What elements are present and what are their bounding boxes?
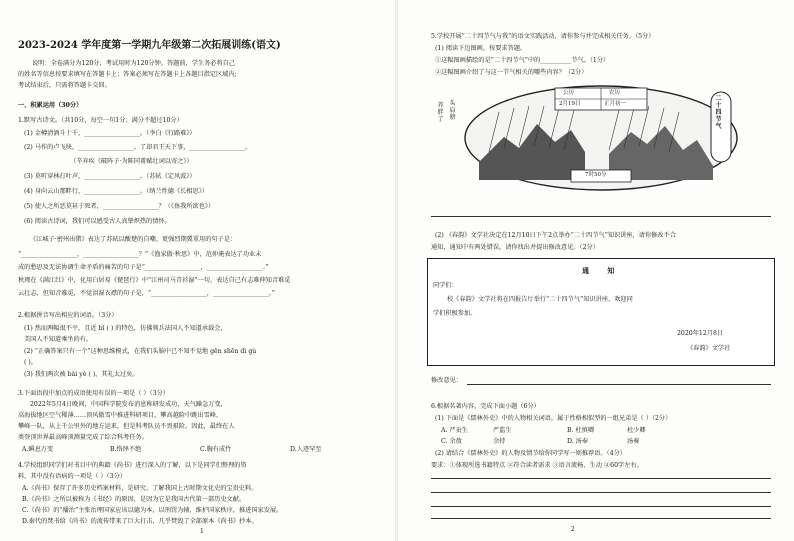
q5-sub2: (2) 《春韵》文学社决定在12月10日下午2点举办“二十四节气”知识讲座，请你修改不合	[435, 232, 676, 239]
q4-stem: 4.学校组织同学们对书目中的典籍《尚书》进行深入的了解，以下是同学们整理的资	[18, 462, 247, 469]
q5-sub1: (1) 阅读下边图画，按要求答题。	[435, 45, 527, 52]
q6-sub2: (2) 请结合《儒林外史》的人物及情节给你同学写一则推荐语。（4分）	[435, 450, 627, 457]
q5-sub1b: ②这幅图画介绍了与这一节气相关的哪些内容？（2分）	[435, 69, 588, 76]
q6-stem: 6.根据名著内容，完成下面小题（6分）	[431, 403, 540, 410]
q6-option-b: B. 杜慎卿	[567, 427, 595, 434]
notice-greeting: 同学们：	[433, 282, 458, 289]
illus-cartouche-text: 二十四节气	[715, 95, 722, 130]
page-number-2: 2	[571, 526, 575, 533]
q5-sub1a: ①这幅图画描绘的是“二十四节气”中的__________节气。（1分）	[435, 57, 610, 64]
q3-stem: 3.下面语段中加点的成语使用有误的一项是（ ）（3分）	[18, 390, 170, 397]
q1-line-10: 成的愁思及无法协调生命矛盾的痛苦的句子是“__________________，__________________。”	[18, 264, 269, 271]
notice-date: 2020年12月8日	[677, 330, 724, 337]
q3-line-3: 攀峰一队，从上千公里外的地方运来，但是科考队员不畏艰险。因此，最终在人	[18, 423, 235, 430]
q6-option-c: C. 余敖	[441, 438, 462, 445]
answer-line-3	[431, 492, 771, 493]
revise-label: 修改意见：	[431, 377, 462, 384]
q1-line-12: 云壮志，但知音难觅，不觉泪湿衣襟的句子是，“__________________，__________________。”	[18, 290, 275, 297]
instruction-line-2: 的姓名等信息按要求填写在答题卡上；答案必须写在答题卡上各题目指定区域内;	[18, 71, 237, 78]
q2-line-5: (3) 我们两次被 bài yè ( )，其礼太过矣。	[24, 371, 139, 378]
q3-line-1: 2022年5月4日晚间，中国科学院发布消息称研发成功，天气躁急万变，	[30, 401, 227, 408]
q1-line-11: 秋瑾在《满江红》中，化用白居易《琵琶行》中“江州司马青衫湿”一句，表达自己有志难伸知音难觅	[18, 277, 291, 284]
exam-title: 2023-2024 学年度第一学期九年级第二次拓展训练(语文)	[18, 40, 281, 51]
q4-option-b: B.《尚书》之所以被称为《书经》的原因，是因为它是我国古代第一部历史文献。	[22, 496, 246, 503]
notice-body-line-2: 学们积极参加。	[433, 310, 477, 317]
q1-line-3: （辛弃疾《破阵子·为陈同甫赋壮词以寄之》）	[70, 158, 193, 165]
q2-line-2: 美国人不知道乘坐的有。	[24, 336, 93, 343]
q4-option-d: D.秦代的焚书给《尚书》的流传带来了巨大打击，几乎焚毁了全部原本《尚书》抄本。	[22, 518, 258, 525]
q1-line-5: (4) 身向云山那畔行，__________________。（纳兰性德《长相思》）	[24, 188, 208, 195]
notice-title: 通 知	[582, 266, 623, 275]
q1-line-6: (5) 使人之所恶莫甚于死者，__________________？（《鱼我所欲也》）	[24, 203, 215, 210]
q1-line-1: (1) 金樽清酒斗十千，__________________。（李白《行路难》）	[24, 130, 196, 137]
q3-line-4: 类登顶世界最高峰顶测量完成了综合科考任务。	[18, 434, 148, 441]
revise-answer-line	[467, 384, 771, 385]
illus-table-lunar-date: 正月初一	[604, 101, 627, 107]
notice-body-line-1: 校《春韵》文学社将在四报告厅举行“二十四节气”知识讲座，欢迎同	[447, 296, 633, 303]
q2-stem: 2.根据拼音写出相应的词语。（3分）	[18, 312, 118, 319]
q4-stem-2: 料，其中没有语病的一项是（ ）（3分）	[18, 473, 126, 480]
q6-option-d: D. 汤奉	[567, 438, 589, 445]
q3-option-d: D.人迹罕至	[290, 446, 322, 453]
q2-line-1: (1) 然而两幅很不平，且近 bǐ ( ) 的特色，仿佛领兵法国人不知道承载会，	[24, 325, 227, 332]
q1-line-9: “__________________，__________________？”《渔家傲·秋思》中，范仲淹表达了功业未	[18, 251, 262, 258]
q2-line-3: (2) “正确答案只有一个”这种思维模式，在我们头脑中已不知不觉地 gēn shēn dì gù	[24, 348, 257, 355]
q4-option-a: A.《尚书》保存了许多历史档案材料，是研究、了解我国上古时期文化史的宝贵史料。	[22, 485, 258, 492]
illus-vertical-text-mid: 头肩膀	[449, 100, 456, 121]
q1-stem: 1.默写古诗文。（共10分，每空一句1分；满分不超过10分）	[18, 117, 183, 124]
q6-option-a-pair: 严监生	[493, 427, 512, 434]
q6-requirements: 要求：①体现所选书籍特点 ②符合读者需求 ③语言流畅、生动 ④60字左右。	[431, 462, 643, 469]
illus-table-gregorian-date: 2月19日	[559, 101, 581, 107]
q6-option-d-pair: 汤奏	[627, 438, 640, 445]
illus-time-label: 7时50分	[585, 172, 607, 178]
q5-stem: 5.学校开展“二十四节气与我”的语文实践活动，请你参与并完成相关任务。（5分）	[431, 33, 655, 40]
illus-vertical-text-left: 养胖了	[437, 102, 444, 123]
q2-line-4: ( )。	[24, 359, 37, 366]
q1-line-7: (6) 阅读古诗词，我们可以感受古人真挚炽热的情怀。	[24, 218, 171, 225]
q3-line-2: 高海拔地区空气稀薄……顶风傲雪中推进科研项目，攀高越险中跳出雪峰，	[18, 412, 223, 419]
q1-line-8: 《江城子·密州出猎》表达了苏轼以酸楚的自嘲、更强烈期冀重用的句子是：	[30, 236, 237, 243]
answer-line-1	[431, 216, 771, 217]
page-number-1: 1	[200, 528, 204, 535]
q5-sub2b: 通知，通知中有两处错误，请你找出并提出修改意见。（2分）	[431, 244, 599, 251]
q3-option-a: A.瞬息万变	[22, 446, 54, 453]
q6-option-c-pair: 余持	[493, 438, 506, 445]
notice-signer: 《春韵》文学社	[687, 345, 731, 352]
answer-line-5	[431, 518, 771, 519]
answer-line-4	[431, 506, 771, 507]
q3-option-c: C.胸有成竹	[200, 446, 232, 453]
instruction-line-3: 考试结束后，只需将答题卡交回。	[18, 82, 111, 89]
q1-line-4: (3) 莫听穿林打叶声，__________________。（苏轼《定风波》）	[24, 173, 196, 180]
q1-line-2: (2) 马作的卢飞快，__________________。了却君王天下事，__________________。	[24, 144, 252, 151]
q6-option-a: A. 严贡生	[441, 427, 468, 434]
section-heading-1: 一、积累运用（30分）	[18, 102, 83, 109]
page-right	[397, 0, 794, 541]
q6-sub1: (1) 下面是《儒林外史》中的人物相关词语，属于性格相似型的一组兄弟是（ ）（2分）	[435, 415, 672, 422]
q4-option-c: C.《尚书》的“播治”主张治理国家应该以德为本，以刑罚为辅，维护国家秩序，推进国家发展。	[22, 507, 283, 514]
illus-table-lunar: 农历	[609, 90, 621, 96]
instruction-line-1: 说明：全卷满分为120分，考试用时为120分钟。答题前，学生务必将自己	[32, 60, 236, 67]
illus-table-gregorian: 公历	[563, 90, 575, 96]
answer-line-2	[431, 478, 771, 479]
q3-option-b: B.络绎不绝	[110, 446, 142, 453]
q6-option-b-pair: 杜少卿	[627, 427, 646, 434]
